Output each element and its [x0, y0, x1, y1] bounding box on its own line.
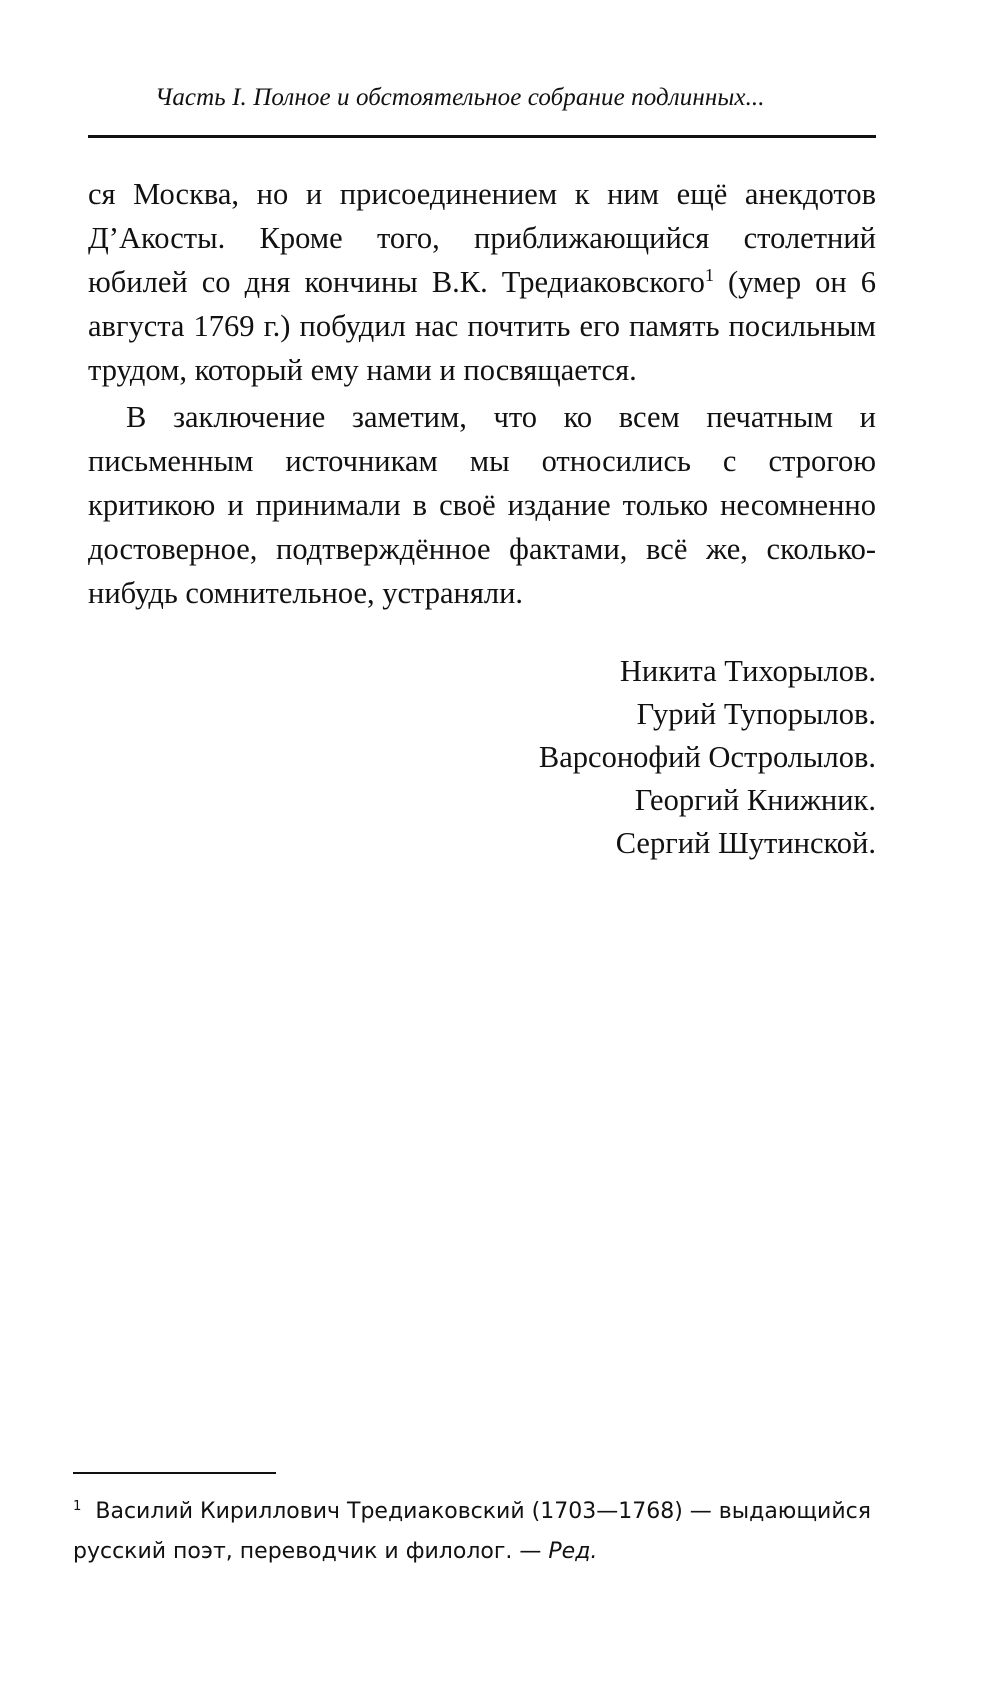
footnote [73, 1492, 878, 1572]
paragraph-1-text-after-note: (умер он 6 августа 1769 г.) побудил нас почтить его память посильным трудом, который ему нами и посвящается. [88, 265, 876, 387]
footnote-marker: 1 [73, 1498, 82, 1514]
signature-line: Никита Тихорылов. [619, 654, 876, 688]
running-header: Часть I. Полное и обстоятельное собрание подлинных... [155, 84, 765, 111]
footnote-editor-mark: Ред. [548, 1539, 598, 1564]
signature-block [539, 650, 876, 865]
header-rule [88, 135, 876, 138]
footnote-rule [73, 1472, 276, 1474]
signature-line: Варсонофий Остролылов. [538, 740, 876, 774]
paragraph-1 [88, 172, 876, 392]
signature-line: Сергий Шутинской. [615, 826, 876, 860]
signature-line: Георгий Книжник. [634, 783, 876, 817]
signature-line: Гурий Тупорылов. [636, 697, 876, 731]
paragraph-1-text-before-note: ся Москва, но и присоединением к ним ещё анекдотов Д’Акосты. Кроме того, приближающийся столетний юбилей со дня кончины В.К. Тредиаковского [88, 177, 876, 299]
footnote-reference: 1 [704, 264, 714, 285]
paragraph-2: В заключение заметим, что ко всем печатным и письменным источникам мы относились с строгою критикою и принимали в своё издание только несомненно достоверное, подтверждённое фактами, всё же, сколько-нибудь сомнительное, устраняли. [88, 400, 876, 610]
footnote-text: Василий Кириллович Тредиаковский (1703—1768) — выдающийся русский поэт, переводчик и филолог. — [73, 1499, 871, 1564]
body-text [88, 172, 876, 615]
